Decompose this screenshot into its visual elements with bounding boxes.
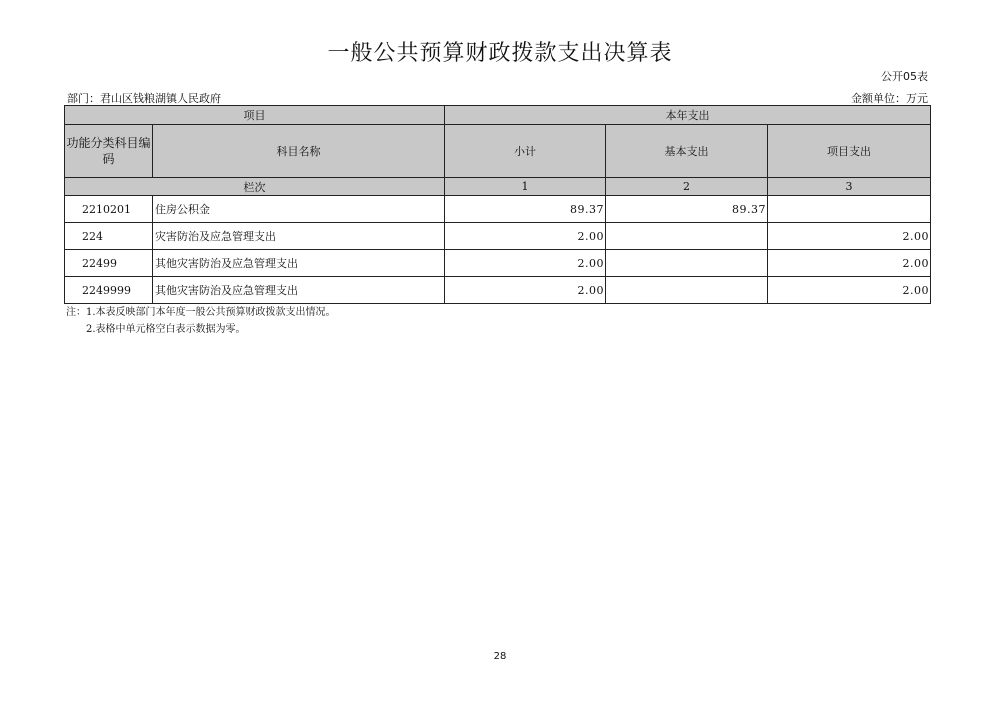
row-subtotal: 2.00: [445, 277, 606, 304]
row-basic: [606, 250, 768, 277]
row-subtotal: 2.00: [445, 223, 606, 250]
note-1: 注：1.本表反映部门本年度一般公共预算财政拨款支出情况。: [66, 307, 336, 318]
row-project: 2.00: [768, 223, 931, 250]
expenditure-table: [64, 105, 931, 304]
table-code: 公开05表: [881, 70, 928, 83]
header-subtotal: 小计: [445, 125, 606, 178]
row-code: 224: [65, 223, 153, 250]
table-row: [65, 250, 931, 277]
notes: [66, 304, 336, 338]
row-name: 灾害防治及应急管理支出: [153, 223, 445, 250]
header-year-expense: 本年支出: [445, 106, 931, 125]
row-basic: [606, 223, 768, 250]
header-basic: 基本支出: [606, 125, 768, 178]
row-project: 2.00: [768, 277, 931, 304]
header-item: 项目: [65, 106, 445, 125]
header-col1: 1: [445, 178, 606, 196]
header-func-code: 功能分类科目编码: [65, 125, 153, 178]
page-number: 28: [493, 651, 507, 662]
row-subtotal: 2.00: [445, 250, 606, 277]
row-project: 2.00: [768, 250, 931, 277]
row-code: 2249999: [65, 277, 153, 304]
row-project: [768, 196, 931, 223]
row-code: 2210201: [65, 196, 153, 223]
unit-label: 金额单位：万元: [851, 92, 928, 105]
header-subject-name: 科目名称: [153, 125, 445, 178]
row-basic: [606, 277, 768, 304]
page-title: 一般公共预算财政拨款支出决算表: [327, 41, 673, 66]
row-name: 其他灾害防治及应急管理支出: [153, 277, 445, 304]
department-label: 部门：君山区钱粮湖镇人民政府: [67, 92, 221, 105]
note-2: 2.表格中单元格空白表示数据为零。: [86, 324, 246, 335]
row-subtotal: 89.37: [445, 196, 606, 223]
row-name: 住房公积金: [153, 196, 445, 223]
header-col2: 2: [606, 178, 768, 196]
row-name: 其他灾害防治及应急管理支出: [153, 250, 445, 277]
header-col-label: 栏次: [65, 178, 445, 196]
header-project: 项目支出: [768, 125, 931, 178]
table-row: [65, 277, 931, 304]
table-row: [65, 196, 931, 223]
header-col3: 3: [768, 178, 931, 196]
row-code: 22499: [65, 250, 153, 277]
row-basic: 89.37: [606, 196, 768, 223]
table-row: [65, 223, 931, 250]
